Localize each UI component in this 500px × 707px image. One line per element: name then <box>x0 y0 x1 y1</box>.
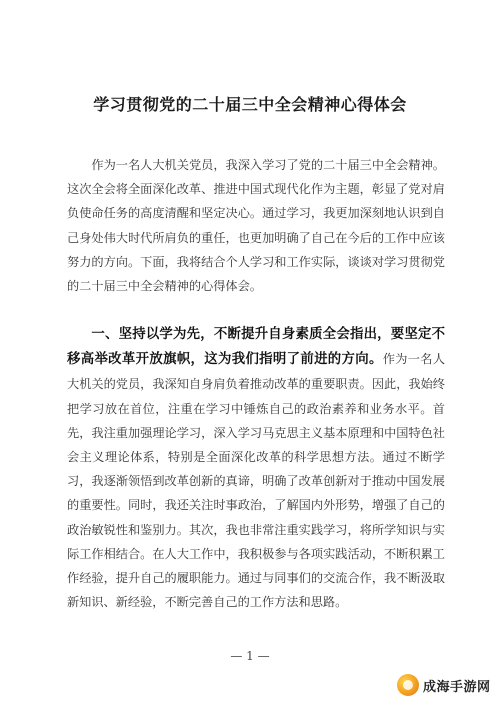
page-number: — 1 — <box>230 649 270 663</box>
game-logo-icon <box>397 674 419 696</box>
section-one-heading: 一、坚持以学为先，不断提升自身素质全会指出，要坚定不移高举改革开放旗帜，这为我们指明了前进的方向。 <box>67 327 445 368</box>
site-watermark <box>397 671 492 699</box>
section-one-body: 作为一名人大机关的党员，我深知自身肩负着推动改革的重要职责。因此，我始终把学习放在首位，注重在学习中锤炼自己的政治素养和业务水平。首先，我注重加强理论学习，深入学习马克思主义基本原理和中国特色社会主义理论体系，特别是全面深化改革的科学思想方法。通过不断学习，我逐渐领悟到改革创新的真谛，明确了改革创新对于推动中国发展的重要性。同时，我还关注时事政治，了解国内外形势，增强了自己的政治敏锐性和鉴别力。其次，我也非常注重实践学习，将所学知识与实际工作相结合。在人大工作中，我积极参与各项实践活动，不断积累工作经验，提升自己的履职能力。通过与同事们的交流合作，我不断汲取新知识、新经验，不断完善自己的工作方法和思路。 <box>67 352 446 610</box>
watermark-text: 成海手游网 <box>423 679 491 695</box>
section-one-paragraph <box>67 322 445 614</box>
intro-paragraph: 作为一名人大机关党员，我深入学习了党的二十届三中全会精神。这次全会将全面深化改革、推进中国式现代化作为主题，彰显了党对肩负使命任务的高度清醒和坚定决心。通过学习，我更加深刻地认识到自己身处伟大时代所肩负的重任，也更加明确了自己在今后的工作中应该努力的方向。下面，我将结合个人学习和工作实际，谈谈对学习贯彻党的二十届三中全会精神的心得体会。 <box>67 158 445 294</box>
document-title: 学习贯彻党的二十届三中全会精神心得体会 <box>93 95 407 114</box>
